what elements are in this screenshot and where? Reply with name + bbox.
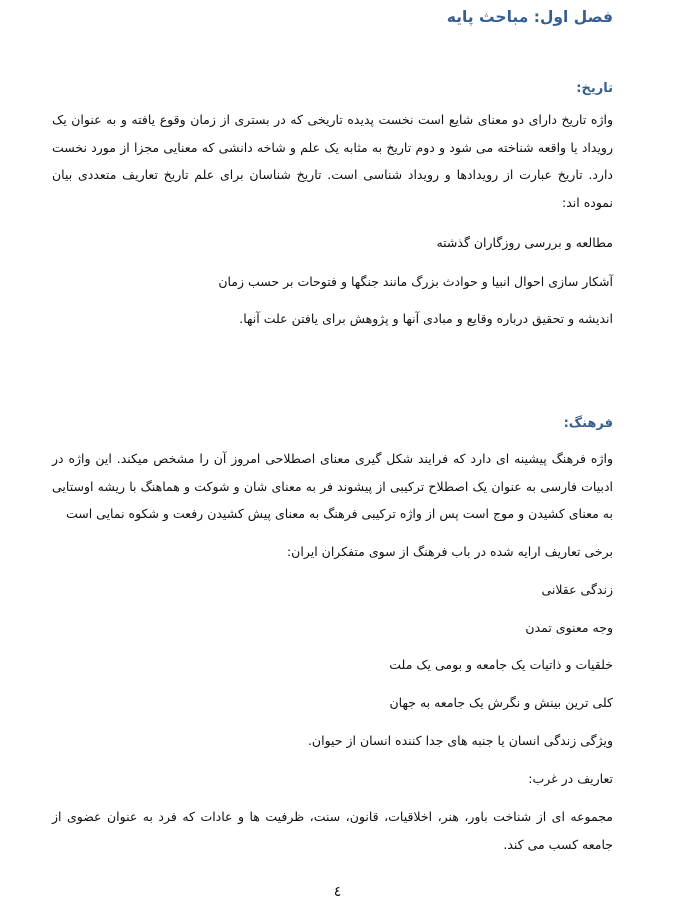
history-heading: تاریخ: <box>576 81 613 96</box>
west-definition-paragraph: مجموعه ای از شناخت باور، هنر، اخلاقیات، قانون، سنت، ظرفیت ها و عادات که فرد به عنوان عضوی از جامعه کسب می کند. <box>52 809 613 852</box>
culture-definition-4: کلی ترین بینش و نگرش یک جامعه به جهان <box>389 695 613 710</box>
history-paragraph: واژه تاریخ دارای دو معنای شایع است نخست پدیده تاریخی که در بستری از زمان وقوع یافته و به عنوان یک رویداد یا واقعه شناخته می شود و دوم تاریخ به مثابه یک علم و شاخه دانشی که معنایی مجزا از مورد نخست دارد. تاریخ عبارت از رویدادها و رویداد شناسی است. تاریخ شناسان برای علم تاریخ تعاریف متعددی بیان نموده اند: <box>52 112 613 210</box>
page-number: ٤ <box>333 884 342 900</box>
culture-definition-2: وجه معنوی تمدن <box>525 620 613 635</box>
history-definition-2: آشکار سازی احوال انبیا و حوادث بزرگ مانند جنگها و فتوحات بر حسب زمان <box>218 274 613 289</box>
history-definition-1: مطالعه و بررسی روزگاران گذشته <box>436 235 613 250</box>
culture-paragraph: واژه فرهنگ پیشینه ای دارد که فرایند شکل گیری معنای اصطلاحی امروز آن را مشخص میکند. این واژه در ادبیات فارسی به عنوان یک اصطلاح ترکیبی از پیشوند فر به معنای شان و شوکت و هماهنگ با ریشه اوستایی به معنای کشیدن و موج است پس از واژه ترکیبی فرهنگ به معنای پیش کشیدن رفعت و شکوه نمایی است <box>52 451 613 521</box>
culture-definition-5: ویژگی زندگی انسان یا جنبه های جدا کننده انسان از حیوان. <box>307 733 613 748</box>
culture-intro: برخی تعاریف ارایه شده در باب فرهنگ از سوی متفکران ایران: <box>286 544 613 559</box>
culture-definition-1: زندگی عقلانی <box>541 582 613 597</box>
chapter-title: فصل اول: مباحث پایه <box>446 8 613 26</box>
west-definitions-heading: تعاریف در غرب: <box>528 771 613 786</box>
culture-heading: فرهنگ: <box>563 416 613 431</box>
history-definition-3: اندیشه و تحقیق درباره وقایع و مبادی آنها و پژوهش برای یافتن علت آنها. <box>239 311 613 326</box>
culture-definition-3: خلقیات و ذاتیات یک جامعه و بومی یک ملت <box>389 657 613 672</box>
